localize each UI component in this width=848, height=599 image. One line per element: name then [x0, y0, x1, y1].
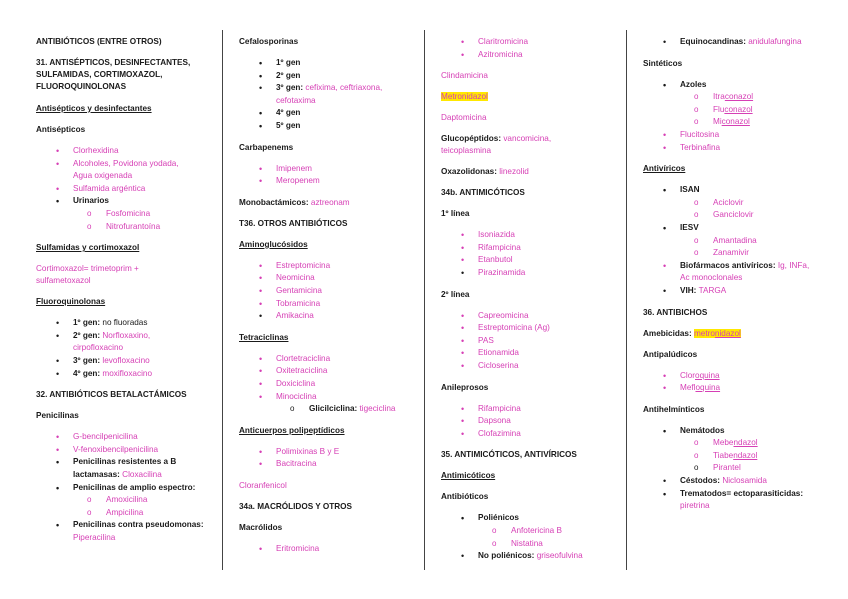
list-item: • Clofazimina [461, 428, 521, 439]
list-item: • Pirazinamida [461, 267, 526, 278]
sub-list-item: o Anfotericina B [492, 525, 562, 535]
heading-sinteticos: Sintéticos [643, 58, 683, 68]
anileprosos-list [441, 403, 621, 441]
list-item: • Clortetraciclina [259, 353, 331, 364]
list-item-urinarios: • Urinarios [56, 196, 109, 207]
list-item: • Cloroquina [663, 370, 720, 381]
heading-antihelminticos: Antihelmínticos [643, 404, 705, 414]
heading-antipaludicos: Antipalúdicos [643, 349, 698, 359]
heading-antisepticos-desinfectantes: Antisépticos y desinfectantes [36, 104, 152, 113]
heading-tetraciclinas: Tetraciclinas [239, 332, 289, 342]
fluoroquinolonas-list [36, 317, 216, 380]
sub-list-item: o Ampicilina [87, 507, 144, 517]
macrolidos-list [239, 543, 419, 556]
list-item: • Eritromicina [259, 543, 320, 554]
list-item: • Sulfamida argéntica [56, 183, 146, 194]
doc-title: ANTIBIÓTICOS (ENTRE OTROS) [36, 37, 162, 46]
list-item: • Rifampicina [461, 403, 521, 414]
list-item-continuation: Ac monoclonales [680, 273, 743, 283]
sub-list-item: o Ganciclovir [694, 210, 754, 220]
heading-antibioticos: Antibióticos [441, 492, 489, 502]
monobactamicos: Monobactámicos: aztreonam [239, 197, 350, 207]
clindamicina: Clindamicina [441, 71, 488, 81]
list-item: • Biofármacos antivíricos: Ig, INFa, [663, 260, 810, 271]
heading-carbapenems: Carbapenems [239, 142, 294, 152]
antisepticos-list [36, 145, 216, 233]
heading-anileprosos: Anileprosos [441, 382, 489, 392]
heading-macrolidos: Macrólidos [239, 522, 283, 532]
list-item: • G-bencilpenicilina [56, 432, 138, 443]
daptomicina: Daptomicina [441, 113, 487, 123]
column-divider-3 [626, 30, 627, 570]
penicilinas-list [36, 431, 216, 544]
sulfamidas-text: Cortimoxazol= trimetoprim + sulfametoxazol [36, 264, 139, 286]
list-item: • Meropenem [259, 176, 320, 187]
list-item: • Capreomicina [461, 310, 529, 321]
tetraciclinas-list [239, 353, 419, 416]
list-item: • Polimixinas B y E [259, 446, 340, 457]
list-item: • No poliénicos: griseofulvina [461, 551, 583, 562]
sub-list-item: o Fluconazol [694, 104, 753, 114]
list-item: • Amikacina [259, 311, 314, 322]
list-item: • Flucitosina [663, 129, 720, 140]
list-item: • 3º gen: cefixima, ceftriaxona, [259, 83, 383, 94]
segunda-linea-list [441, 310, 621, 373]
list-item: • Equinocandinas: anidulafungina [663, 37, 802, 47]
list-item: • 3º gen: levofloxacino [56, 355, 150, 366]
heading-penicilinas: Penicilinas [36, 411, 79, 421]
list-item: • Estreptomicina (Ag) [461, 323, 550, 334]
list-item: • 2º gen [259, 70, 301, 81]
column-3 [441, 36, 621, 563]
list-item: • IESV [663, 222, 699, 233]
list-item: • Azitromicina [461, 49, 523, 60]
list-item: • Etionamida [461, 348, 519, 359]
list-item: • 4º gen [259, 108, 301, 119]
list-item: • Mefloquina [663, 383, 721, 394]
section-34b-title: 34b. ANTIMICÓTICOS [441, 188, 525, 198]
section-t36-title: T36. OTROS ANTIBIÓTICOS [239, 218, 348, 228]
list-item: • Oxitetraciclina [259, 366, 328, 377]
heading-antiviricos: Antivíricos [643, 164, 686, 174]
list-item: • Alcoholes, Povidona yodada, [56, 158, 179, 169]
list-item-continuation: piretrina [680, 501, 710, 511]
aminoglucosidos-list [239, 260, 419, 323]
list-item: • 2º gen: Norfloxaxino, [56, 330, 151, 341]
sinteticos-list [643, 79, 833, 155]
list-item: • 5º gen [259, 120, 301, 131]
list-item: • Tobramicina [259, 298, 321, 309]
list-item: • ISAN [663, 185, 700, 196]
list-item-continuation: Piperacilina [73, 532, 116, 542]
heading-antisepticos: Antisépticos [36, 125, 86, 134]
column-2 [239, 36, 419, 555]
list-item: • Penicilinas resistentes a B [56, 457, 177, 468]
sub-list-item: o Amantadina [694, 235, 757, 245]
list-item: • Penicilinas contra pseudomonas: [56, 520, 204, 531]
sub-list-item: o Nistatina [492, 538, 543, 548]
list-item: • Claritromicina [461, 37, 529, 47]
list-item: • Gentamicina [259, 285, 322, 296]
list-item-continuation: cirpofloxacino [73, 343, 124, 353]
sub-list-item: o Itraconazol [694, 92, 754, 102]
list-item-continuation: Agua oxigenada [73, 171, 133, 181]
list-item: • Doxiciclina [259, 378, 316, 389]
sub-list-item: o Fosfomicina [87, 208, 151, 218]
anticuerpos-list [239, 446, 419, 471]
list-item: • 1º gen [259, 58, 301, 68]
list-item: • Bacitracina [259, 459, 317, 470]
macrolidos-cont-list [441, 36, 621, 61]
column-1 [36, 36, 216, 544]
column-4 [643, 36, 833, 513]
carbapenems-list [239, 163, 419, 188]
list-item: • Trematodos= ectoparasiticidas: [663, 488, 804, 499]
column-divider-2 [424, 30, 425, 570]
list-item: • Isoniazida [461, 230, 515, 241]
heading-sulfamidas: Sulfamidas y cortimoxazol [36, 243, 140, 253]
list-item: • Clorhexidina [56, 146, 119, 156]
section-36-title: 36. ANTIBICHOS [643, 307, 708, 317]
sub-list-item: o Nitrofurantoína [87, 221, 161, 231]
cefalosporinas-list [239, 57, 419, 133]
list-item: • Neomicina [259, 273, 315, 284]
metronidazol: Metronidazol [441, 92, 488, 102]
list-item: • 4º gen: moxifloxacino [56, 368, 152, 379]
amebicidas: Amebicidas: metronidazol [643, 328, 741, 338]
list-item: • Dapsona [461, 416, 511, 427]
heading-primera-linea: 1º línea [441, 209, 470, 219]
list-item: • Estreptomicina [259, 260, 331, 271]
heading-segunda-linea: 2º línea [441, 289, 470, 299]
list-item: • Poliénicos [461, 513, 519, 524]
list-item: • Rifampicina [461, 242, 521, 253]
oxazolidonas: Oxazolidonas: linezolid [441, 167, 529, 177]
list-item: • 1º gen: no fluoradas [56, 318, 148, 329]
list-item: • Imipenem [259, 163, 312, 174]
sub-list-item: o Tiabendazol [694, 450, 758, 460]
section-31-title: 31. ANTISÉPTICOS, DESINFECTANTES, SULFAMIDAS, CORTIMOXAZOL, FLUOROQUINOLONAS [36, 58, 191, 91]
section-32-title: 32. ANTIBIÓTICOS BETALACTÁMICOS [36, 390, 187, 400]
section-34a-title: 34a. MACRÓLIDOS Y OTROS [239, 501, 352, 511]
sub-list-item: o Miconazol [694, 117, 750, 127]
list-item: • Nemátodos [663, 425, 725, 436]
antipaludicos-list [643, 370, 833, 395]
list-item: • Etanbutol [461, 255, 513, 266]
heading-antimicoticos: Antimicóticos [441, 471, 496, 481]
sub-list-item: o Zanamivir [694, 248, 749, 258]
list-item: • V-fenoxibencilpenicilina [56, 444, 159, 455]
sub-list-item: o Aciclovir [694, 197, 744, 207]
cloranfenicol: Cloranfenicol [239, 480, 287, 490]
heading-aminoglucosidos: Aminoglucósidos [239, 239, 308, 249]
column-divider-1 [222, 30, 223, 570]
list-item: • Azoles [663, 79, 707, 90]
list-item-continuation: cefotaxima [276, 95, 316, 105]
sub-list-item: o Amoxicilina [87, 495, 148, 505]
sub-list-item: o Pirantel [694, 463, 741, 473]
list-item: • VIH: TARGA [663, 285, 727, 296]
section-35-title: 35. ANTIMICÓTICOS, ANTIVÍRICOS [441, 450, 577, 460]
antiviricos-list [643, 184, 833, 297]
glucopeptidos: Glucopéptidos: vancomicina, teicoplasmina [441, 134, 552, 156]
antibioticos-list [441, 512, 621, 562]
primera-linea-list [441, 229, 621, 279]
heading-cefalosporinas: Cefalosporinas [239, 37, 299, 46]
list-item: • Terbinafina [663, 142, 721, 153]
list-item: • Minociclina [259, 391, 317, 402]
heading-fluoroquinolonas: Fluoroquinolonas [36, 297, 106, 307]
heading-anticuerpos: Anticuerpos polipeptídicos [239, 425, 345, 435]
sub-list-item: o Mebendazol [694, 438, 758, 448]
sub-list-item: o Glicilciclina: tigeciclina [290, 404, 396, 414]
equinocandinas-list [643, 36, 833, 49]
list-item: • Penicilinas de amplio espectro: [56, 482, 196, 493]
list-item: • Céstodos: Niclosamida [663, 476, 767, 487]
list-item-continuation: lactamasas: Cloxacilina [73, 469, 162, 479]
list-item: • Cicloserina [461, 360, 519, 371]
antihelminticos-list [643, 425, 833, 513]
list-item: • PAS [461, 335, 494, 346]
